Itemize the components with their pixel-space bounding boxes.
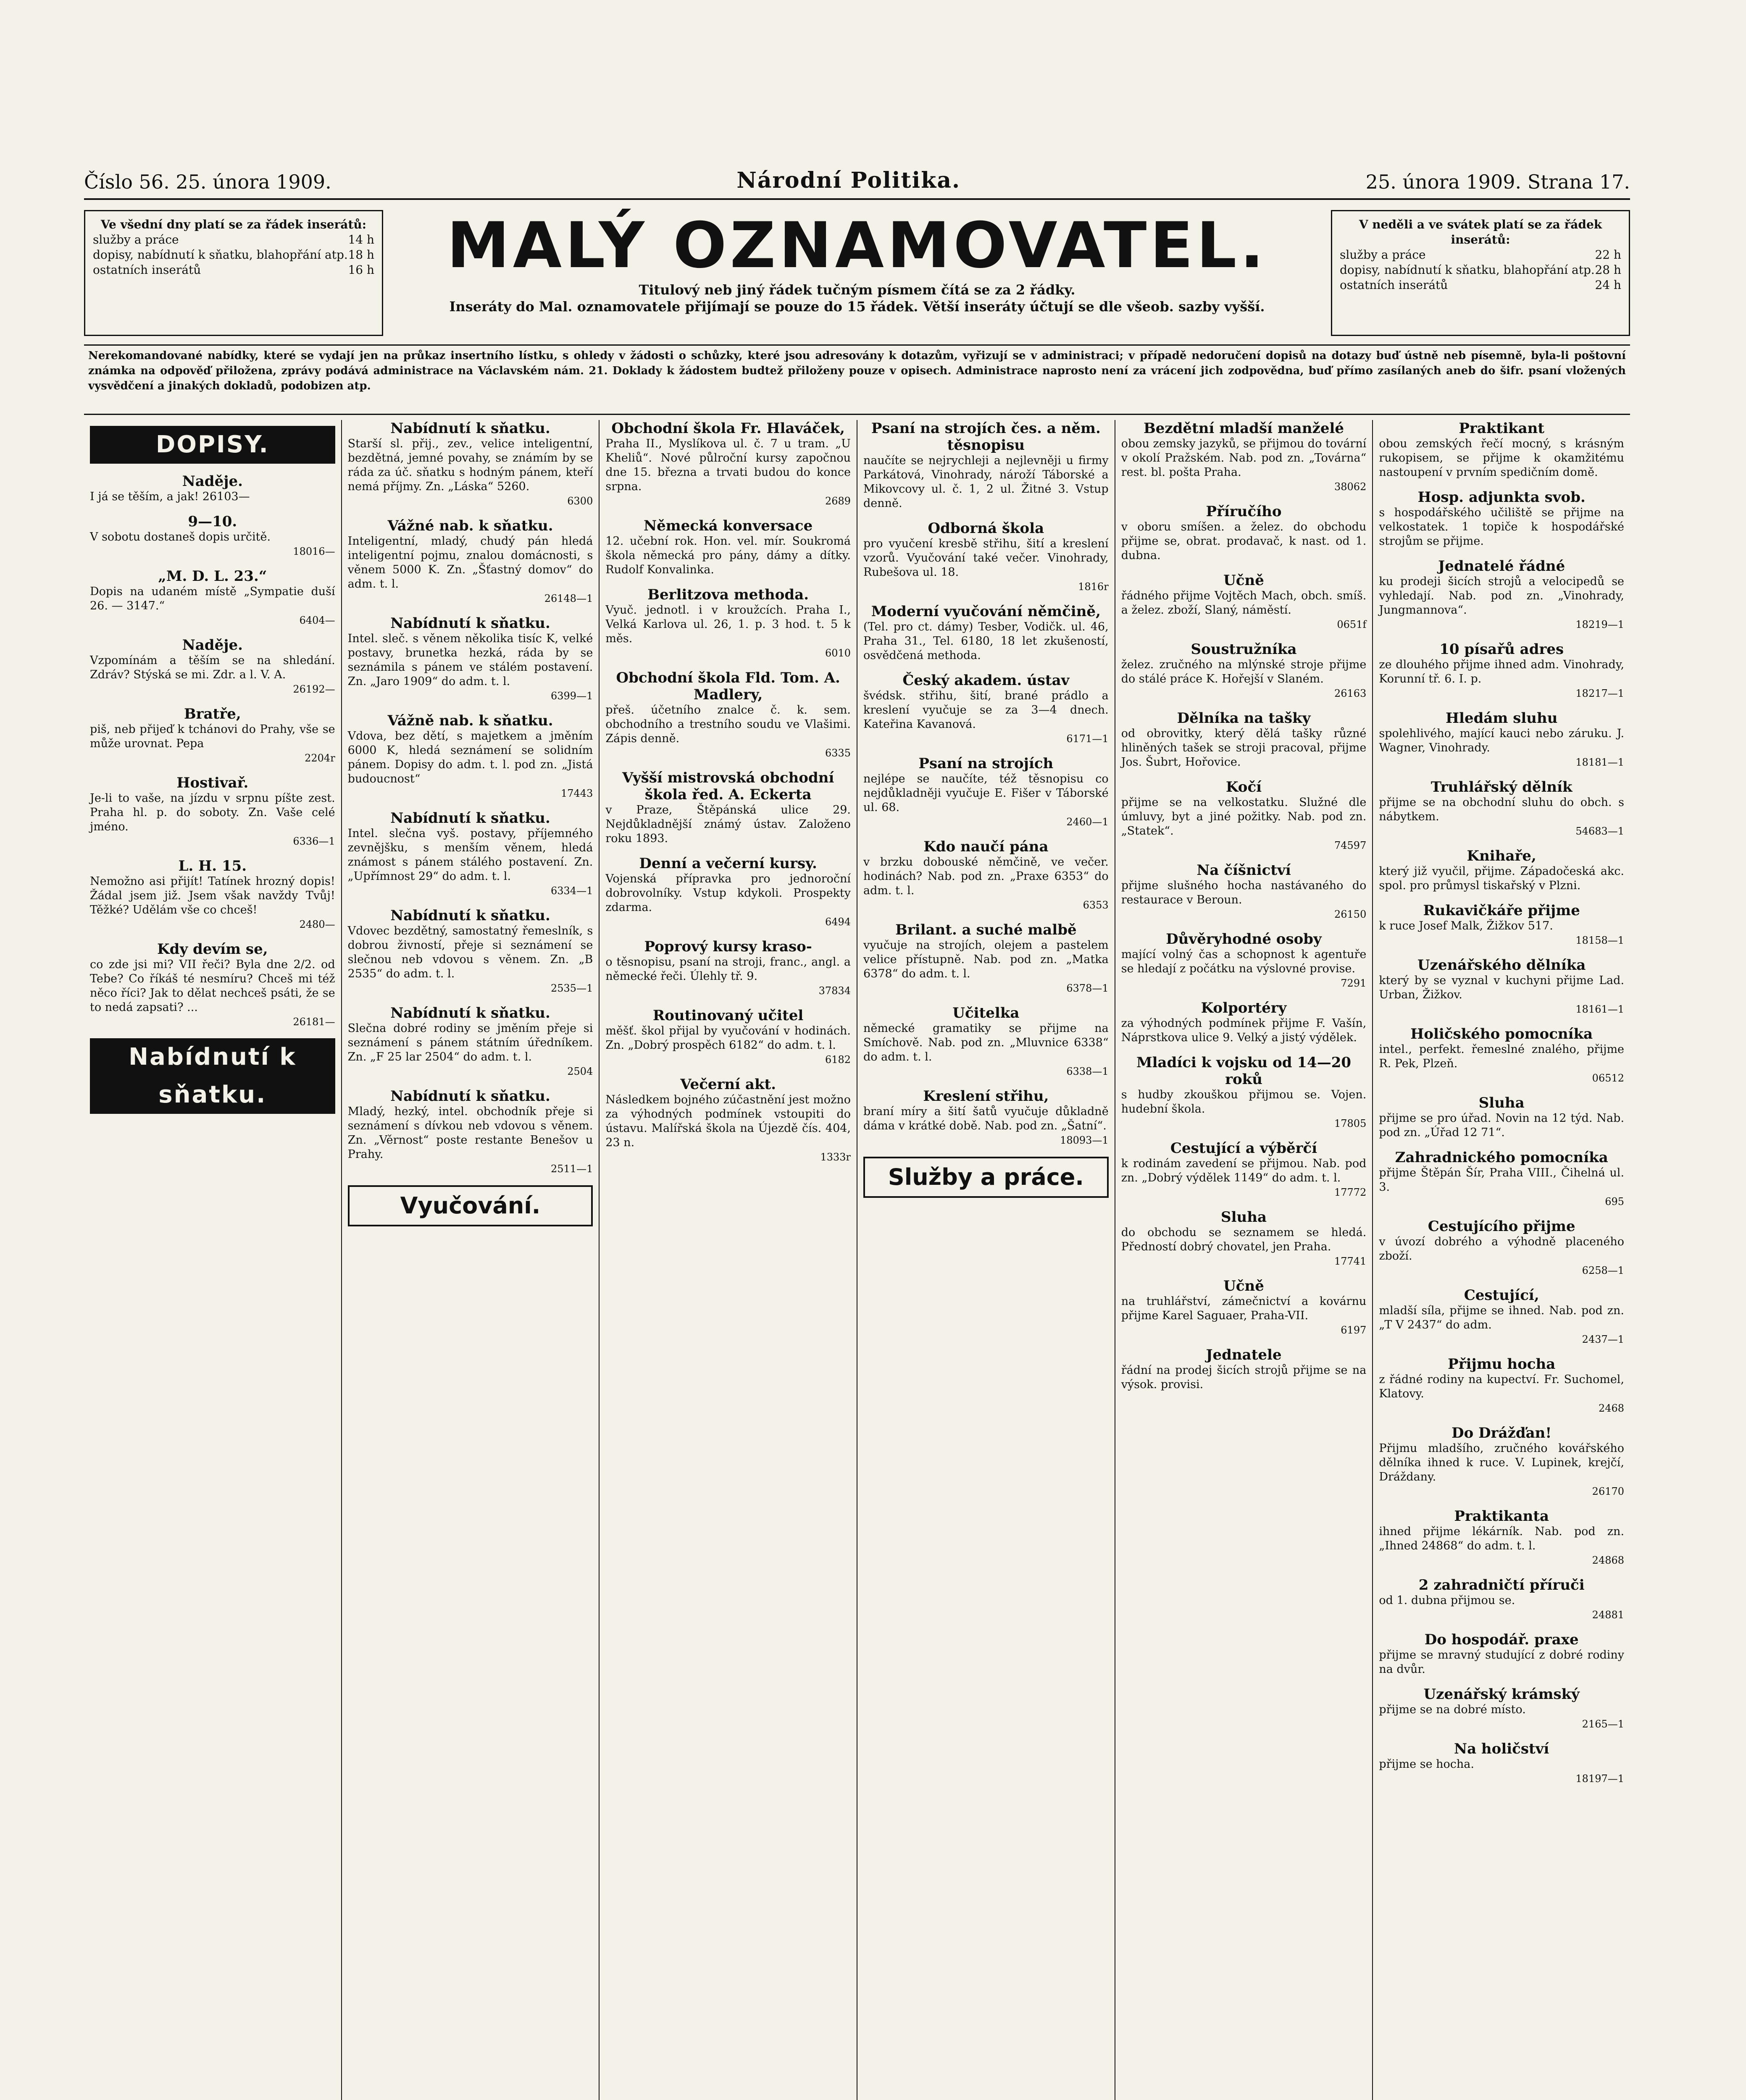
newspaper-title: Národní Politika. [736, 168, 961, 193]
ad-heading: Cestujícího přijme [1428, 1218, 1575, 1235]
classified-ad [1121, 1209, 1367, 1268]
ad-code: 695 [1605, 1196, 1625, 1208]
ad-heading: 10 písařů adres [1439, 641, 1564, 658]
classified-ad [1121, 1347, 1367, 1392]
ad-heading: Jednatelé řádné [1438, 558, 1565, 575]
ad-code: 1816r [1078, 581, 1109, 593]
classified-ad [605, 517, 851, 577]
ad-text: Vdova, bez dětí, s majetkem a jměním 6000 K, hledá seznámení se solidním pánem. Dopisy do adm. t. l. pod zn. „Jistá budoucnost“ [347, 730, 593, 785]
ad-code: 6494 [825, 916, 851, 928]
ad-text: od 1. dubna přijmou se. [1379, 1594, 1515, 1607]
ad-text: obou zemských řečí mocný, s krásným rukopisem, se přijme k okamžitému nastoupení v prvním spedičním domě. [1379, 437, 1625, 479]
classified-ad [1379, 1149, 1624, 1209]
ad-code: 26181— [293, 1016, 335, 1028]
classified-ad [863, 672, 1109, 746]
ad-text: přijme se na dobré místo. [1379, 1703, 1526, 1716]
ad-text: k ruce Josef Malk, Žižkov 517. [1379, 919, 1553, 932]
ad-text: Intel. sleč. s věnem několika tisíc K, velké postavy, brunetka hezká, ráda by se seznámila s pánem ve stálém postavení. Zn. „Jaro 1909“ do adm. t. l. [347, 632, 593, 688]
ad-text: ku prodeji šicích strojů a velocipedů se vyhledají. Nab. pod zn. „Vinohrady, Jungmannova“. [1379, 575, 1625, 617]
ad-text: přijme se mravný studující z dobré rodiny na dvůr. [1379, 1648, 1625, 1676]
ad-text: mladší síla, přijme se ihned. Nab. pod zn. „T V 2437“ do adm. [1379, 1304, 1625, 1331]
classified-ad [348, 420, 593, 508]
ad-code: 6300 [567, 495, 593, 507]
ad-heading: Vážně nab. k sňatku. [387, 712, 553, 729]
classified-ad [1379, 848, 1624, 893]
ad-text: Inteligentní, mladý, chudý pán hledá inteligentní pojmu, znalou domácnosti, s věnem 5000 K. Zn. „Šťastný domov“ do adm. t. l. [347, 535, 593, 591]
ad-text: přijme se na velkostatku. Služné dle úmluvy, byt a jiné požitky. Nab. pod zn. „Statek“. [1121, 796, 1367, 837]
classified-ad [1379, 1508, 1624, 1567]
classified-ad [1121, 779, 1367, 853]
ad-code: 6399—1 [550, 690, 593, 702]
classified-ad [348, 810, 593, 898]
ad-code: 6171—1 [1066, 733, 1109, 745]
ad-heading: Nabídnutí k sňatku. [390, 1088, 550, 1105]
ad-code: 6258—1 [1582, 1265, 1625, 1276]
ad-text: Slečna dobré rodiny se jměním přeje si seznámení s pánem státním úředníkem. Zn. „F 25 lar 2504“ do adm. t. l. [347, 1022, 593, 1063]
ad-heading: Hledám sluhu [1445, 710, 1558, 727]
ad-heading: Kolportéry [1201, 1000, 1287, 1016]
column-5 [1115, 420, 1373, 2100]
ad-code: 18093—1 [1060, 1134, 1109, 1146]
ad-text: želez. zručného na mlýnské stroje přijme do stálé práce K. Hořejší v Slaném. [1121, 658, 1367, 685]
classified-ad [1379, 1026, 1624, 1085]
ad-heading: Učitelka [952, 1005, 1020, 1021]
classified-ad [348, 907, 593, 995]
ad-text: německé gramatiky se přijme na Smíchově. Nab. pod zn. „Mluvnice 6338“ do adm. t. l. [863, 1022, 1109, 1063]
ad-heading: Kreslení střihu, [923, 1088, 1049, 1105]
classified-ad [90, 637, 335, 696]
ad-heading: Příručího [1206, 503, 1282, 520]
ad-code: 24881 [1592, 1609, 1625, 1621]
section-sluzby: Služby a práce. [863, 1157, 1109, 1198]
masthead-center [383, 210, 1331, 336]
classified-ad [605, 938, 851, 998]
ad-heading: Kdo naučí pána [923, 838, 1049, 855]
ad-code: 38062 [1334, 481, 1367, 493]
ad-code: 26150 [1334, 908, 1367, 920]
classified-ad [90, 774, 335, 848]
classified-ad [1121, 572, 1367, 632]
ad-heading: Německá konversace [644, 517, 813, 534]
classified-ad [863, 1088, 1109, 1147]
ad-text: obou zemsky jazyků, se přijmou do tovární v okolí Pražském. Nab. pod zn. „Továrna“ rest. bl. pošta Praha. [1121, 437, 1367, 479]
ad-code: 26192— [293, 683, 335, 695]
rate-row: dopisy, nabídnutí k sňatku, blahopřání atp. 28 h [1340, 263, 1621, 277]
ad-code: 1333r [820, 1151, 851, 1163]
ad-heading: Psaní na strojích [918, 755, 1054, 772]
ad-heading: Do Drážďan! [1451, 1425, 1552, 1441]
ad-text: Vzpomínám a těším se na shledání. Zdráv? Stýská se mi. Zdr. a l. V. A. [90, 654, 335, 681]
classified-ad [863, 520, 1109, 594]
rate-row: dopisy, nabídnutí k sňatku, blahopřání atp. 18 h [93, 248, 374, 262]
section-nabidnuti: Nabídnutí k sňatku. [90, 1038, 335, 1114]
newspaper-page [84, 160, 1630, 2100]
ad-text: (Tel. pro ct. dámy) Tesber, Vodičk. ul. 46, Praha 31., Tel. 6180, 18 let zkušeností, osvědčená methoda. [863, 620, 1109, 662]
classified-ad [605, 586, 851, 660]
classified-ad [90, 706, 335, 765]
ad-heading: Routinovaný učitel [652, 1007, 804, 1024]
ad-text: přijme se na obchodní sluhu do obch. s nábytkem. [1379, 796, 1625, 823]
ad-code: 24868 [1592, 1554, 1625, 1566]
ad-heading: Učně [1223, 572, 1264, 589]
classified-ad [1379, 1218, 1624, 1278]
ad-heading: Nabídnutí k sňatku. [390, 907, 550, 924]
ad-text: Následkem bojného zúčastnění jest možno za výhodných podmínek vstoupiti do ústavu. Malířská škola na Újezdě čís. 404, 23 n. [605, 1093, 851, 1149]
ad-text: Praha II., Myslíkova ul. č. 7 u tram. „U Kheliů“. Nové půlroční kursy započnou dne 15. března a trvati budou do konce srpna. [605, 437, 851, 493]
classified-ad [1121, 1140, 1367, 1200]
ad-code: 17443 [560, 788, 593, 799]
ad-text: spolehlivého, mající kauci nebo záruku. J. Wagner, Vinohrady. [1379, 727, 1625, 754]
ad-text: v úvozí dobrého a výhodně placeného zboží. [1379, 1235, 1625, 1263]
classified-ad [863, 1005, 1109, 1079]
ad-heading: Kdy devím se, [157, 941, 268, 958]
ad-code: 06512 [1592, 1072, 1625, 1084]
ad-code: 18219—1 [1575, 619, 1625, 630]
ad-heading: Soustružníka [1191, 641, 1297, 658]
ad-code: 54683—1 [1575, 825, 1625, 837]
ad-text: naučíte se nejrychleji a nejlevněji u firmy Parkátová, Vinohrady, nároží Táborské a Mikovcovy ul. č. 1, 2 ul. Žitné 3. Vstup denně. [863, 454, 1109, 510]
ad-code: 26170 [1592, 1486, 1625, 1497]
section-title: MALÝ OZNAMOVATEL. [447, 209, 1267, 282]
masthead-subtitle: Titulový neb jiný řádek tučným písmem čítá se za 2 řádky. [639, 282, 1075, 298]
ad-text: braní míry a šití šatů vyučuje důkladně dáma v krátké době. Nab. pod zn. „Šatní“. [863, 1105, 1109, 1132]
page-info: 25. února 1909. Strana 17. [1365, 171, 1630, 193]
ad-code: 18158—1 [1575, 934, 1625, 946]
ad-heading: Cestující a výběrčí [1170, 1140, 1317, 1157]
ad-heading: Uzenářského dělníka [1417, 957, 1586, 974]
ad-text: Vdovec bezdětný, samostatný řemeslník, s dobrou živností, přeje si seznámení se slečnou neb vdovou s věnem. Zn. „B 2535“ do adm. t. l. [347, 924, 593, 980]
ad-heading: Praktikant [1459, 420, 1545, 437]
ad-text: intel., perfekt. řemeslné znalého, přijme R. Pek, Plzeň. [1379, 1043, 1625, 1070]
ad-code: 18197—1 [1575, 1773, 1625, 1785]
classified-ad [90, 568, 335, 627]
ad-code: 17772 [1334, 1186, 1367, 1198]
ad-text: který již vyučil, přijme. Západočeská akc. spol. pro průmysl tiskařský v Plzni. [1379, 865, 1625, 892]
ad-code: 0651f [1337, 619, 1367, 630]
ad-text: k rodinám zavedení se přijmou. Nab. pod zn. „Dobrý výdělek 1149“ do adm. t. l. [1121, 1157, 1367, 1184]
ad-heading: Odborná škola [928, 520, 1044, 537]
ad-heading: Holičského pomocníka [1410, 1026, 1593, 1042]
section-vyucovani: Vyučování. [348, 1185, 593, 1226]
ad-heading: Večerní akt. [680, 1076, 776, 1093]
ad-text: co zde jsi mi? VII řeči? Byla dne 2/2. od Tebe? Co říkáš té nesmíru? Chceš mi též něco říci? Jak to dělat nechceš psáti, že se to nedá zapsati? ... [90, 958, 335, 1014]
ad-text: s hospodářského učiliště se přijme na velkostatek. 1 topiče k hospodářské strojům se přijme. [1379, 506, 1625, 548]
ad-heading: Hostivař. [176, 774, 249, 791]
classified-ad [1379, 1577, 1624, 1622]
ad-heading: Nabídnutí k sňatku. [390, 1005, 550, 1021]
ad-heading: Přijmu hocha [1448, 1356, 1556, 1373]
ad-text: Starší sl. přij., zev., velice inteligentní, bezdětná, jemné povahy, se známím by se ráda za úč. sňatku s hodným pánem, kteří nemá příjmy. Zn. „Láska“ 5260. [347, 437, 593, 493]
ad-text: přijme Štěpán Šír, Praha VIII., Čihelná ul. 3. [1379, 1166, 1625, 1194]
ad-text: Vyuč. jednotl. i v kroužcích. Praha I., Velká Karlova ul. 26, 1. p. 3 hod. t. 5 k měs. [605, 604, 851, 645]
classified-ad [605, 855, 851, 929]
ad-text: Nemožno asi přijít! Tatínek hrozný dopis! Žádal jsem již. Jsem však navždy Tvůj! Těžké? Udělám vše co chceš! [90, 875, 335, 916]
ad-heading: Nabídnutí k sňatku. [390, 810, 550, 827]
ad-heading: Zahradnického pomocníka [1395, 1149, 1608, 1166]
ad-columns [84, 420, 1630, 2100]
classified-ad [1379, 779, 1624, 838]
ad-heading: L. H. 15. [178, 858, 247, 874]
classified-ad [1379, 1686, 1624, 1731]
ad-heading: Sluha [1478, 1095, 1525, 1111]
ad-code: 18161—1 [1575, 1003, 1625, 1015]
classified-ad [1379, 420, 1624, 480]
issue-info: Číslo 56. 25. února 1909. [84, 171, 331, 193]
masthead [84, 210, 1630, 336]
ad-text: 12. učební rok. Hon. vel. mír. Soukromá škola německá pro pány, dámy a dítky. Rudolf Konvalinka. [605, 535, 851, 576]
weekday-rates-title: Ve všední dny platí se za řádek inserátů: [100, 218, 367, 231]
ad-heading: Hosp. adjunkta svob. [1417, 489, 1586, 506]
classified-ad [605, 669, 851, 760]
classified-ad [1379, 902, 1624, 948]
ad-code: 6334—1 [550, 885, 593, 897]
ad-code: 18181—1 [1575, 756, 1625, 768]
ad-text: který by se vyznal v kuchyni přijme Lad. Urban, Žižkov. [1379, 974, 1625, 1001]
ad-heading: Psaní na strojích čes. a něm. těsnopisu [871, 420, 1101, 454]
masthead-subtitle-2: Inseráty do Mal. oznamovatele přijímají se pouze do 15 řádek. Větší inseráty účtují se dle všeob. sazby vyšší. [449, 299, 1265, 315]
ad-text: měšť. škol přijal by vyučování v hodinách. Zn. „Dobrý prospěch 6182“ do adm. t. l. [605, 1024, 851, 1052]
classified-ad [1121, 1054, 1367, 1131]
ad-text: ihned přijme lékárník. Nab. pod zn. „Ihned 24868“ do adm. t. l. [1379, 1525, 1625, 1552]
ad-code: 6197 [1341, 1324, 1367, 1336]
classified-ad [863, 603, 1109, 663]
ad-text: V sobotu dostaneš dopis určitě. [90, 530, 271, 543]
ad-heading: Důvěryhodné osoby [1166, 931, 1322, 948]
ad-code: 2511—1 [550, 1163, 593, 1175]
classified-ad [1121, 420, 1367, 494]
ad-heading: Jednatele [1206, 1347, 1282, 1363]
classified-ad [1121, 710, 1367, 769]
classified-ad [605, 1007, 851, 1067]
ad-text: I já se těším, a jak! 26103— [90, 490, 250, 503]
ad-heading: Dělníka na tašky [1177, 710, 1311, 727]
ad-heading: Denní a večerní kursy. [639, 855, 817, 872]
classified-ad [348, 1088, 593, 1176]
weekday-rates-box [84, 210, 383, 336]
ad-text: přijme se pro úřad. Novin na 12 týd. Nab. pod zn. „Úřad 12 71“. [1379, 1112, 1625, 1139]
classified-ad [1121, 503, 1367, 563]
ad-code: 6336—1 [293, 835, 335, 847]
ad-heading: Na holičství [1454, 1740, 1549, 1757]
ad-text: ze dlouhého přijme ihned adm. Vinohrady, Korunní tř. 6. I. p. [1379, 658, 1625, 685]
ad-heading: Bratře, [184, 706, 241, 722]
ad-text: v oboru smíšen. a želez. do obchodu přijme se, obrat. prodavač, k nast. od 1. dubna. [1121, 520, 1367, 562]
ad-code: 6404— [299, 614, 335, 626]
classified-ad [1121, 641, 1367, 701]
holiday-rates-title: V neděli a ve svátek platí se za řádek inserátů: [1359, 218, 1602, 247]
ad-code: 2204r [305, 752, 335, 764]
classified-ad [863, 755, 1109, 829]
ad-heading: Cestující, [1464, 1287, 1539, 1304]
classified-ad [1121, 862, 1367, 921]
ad-code: 2480— [299, 919, 335, 930]
ad-text: v Praze, Štěpánská ulice 29. Nejdůkladnější známý ústav. Založeno roku 1893. [605, 803, 851, 845]
column-3 [599, 420, 857, 2100]
ad-code: 7291 [1341, 977, 1367, 989]
ad-heading: Brilant. a suché malbě [895, 921, 1077, 938]
ad-heading: Vážné nab. k sňatku. [387, 517, 553, 534]
ad-text: v brzku dobouské němčině, ve večer. hodinách? Nab. pod zn. „Praxe 6353“ do adm. t. l. [863, 856, 1109, 897]
ad-text: mající volný čas a schopnost k agentuře se hledají z počátku na výslovné provise. [1121, 948, 1367, 975]
ad-code: 6335 [825, 747, 851, 759]
ad-code: 26148—1 [544, 593, 593, 604]
ad-text: piš, neb přijeď k tchánovi do Prahy, vše se může urovnat. Pepa [90, 723, 335, 750]
ad-heading: Sluha [1221, 1209, 1267, 1226]
classified-ad [90, 473, 335, 504]
rate-row: ostatních inserátů 24 h [1340, 278, 1621, 292]
ad-code: 2535—1 [550, 982, 593, 994]
column-2 [341, 420, 599, 2100]
column-1 [84, 420, 341, 2100]
ad-code: 6338—1 [1066, 1066, 1109, 1077]
ad-heading: Český akadem. ústav [902, 672, 1070, 689]
column-4 [857, 420, 1115, 2100]
ad-text: za výhodných podmínek přijme F. Vašín, Náprstkova ulice 9. Velký a jistý výdělek. [1121, 1017, 1367, 1044]
ad-code: 2504 [567, 1066, 593, 1077]
ad-text: Dopis na udaném místě „Sympatie duší 26. — 3147.“ [90, 585, 335, 612]
classified-ad [348, 615, 593, 703]
ad-code: 37834 [818, 985, 851, 997]
ad-text: pro vyučení kresbě střihu, šití a kreslení vzorů. Vyučování také večer. Vinohrady, Rubešova ul. 18. [863, 537, 1109, 579]
classified-ad [1379, 1425, 1624, 1499]
ad-code: 6353 [1083, 899, 1109, 911]
ad-text: do obchodu se seznamem se hledá. Předností dobrý chovatel, jen Praha. [1121, 1226, 1367, 1253]
classified-ad [348, 517, 593, 606]
ad-heading: 2 zahradničtí příruči [1418, 1577, 1585, 1593]
ad-heading: Kočí [1225, 779, 1262, 795]
ad-text: nejlépe se naučíte, též těsnopisu co nejdůkladněji vyučuje E. Fišer v Táborské ul. 68. [863, 772, 1109, 814]
ad-text: švédsk. střihu, šití, brané prádlo a kreslení vyučuje se za 3—4 dnech. Kateřina Kavanová. [863, 689, 1109, 731]
ad-heading: Truhlářský dělník [1430, 779, 1572, 795]
ad-heading: Naděje. [182, 473, 243, 490]
classified-ad [1379, 957, 1624, 1016]
classified-ad [605, 1076, 851, 1164]
ad-heading: „M. D. L. 23.“ [158, 568, 267, 585]
ad-heading: Rukavičkáře přijme [1423, 902, 1580, 919]
ad-heading: Nabídnutí k sňatku. [390, 420, 550, 437]
column-6 [1372, 420, 1630, 2100]
ad-heading: Moderní vyučování němčině, [871, 603, 1101, 620]
classified-ad [1379, 1740, 1624, 1786]
classified-ad [1379, 1631, 1624, 1677]
classified-ad [1379, 1287, 1624, 1347]
classified-ad [1379, 1095, 1624, 1140]
classified-ad [1121, 931, 1367, 990]
rate-row: služby a práce 14 h [93, 233, 374, 247]
ad-text: řádného přijme Vojtěch Mach, obch. smíš. a želez. zboží, Slaný, náměstí. [1121, 589, 1367, 617]
classified-ad [348, 1005, 593, 1079]
ad-text: řádní na prodej šicích strojů přijme se na výsok. provisi. [1121, 1364, 1367, 1391]
ad-text: vyučuje na strojích, olejem a pastelem velice přístupně. Nab. pod zn. „Matka 6378“ do adm. t. l. [863, 939, 1109, 980]
ad-text: o těsnopisu, psaní na stroji, franc., angl. a německé řeči. Úlehly tř. 9. [605, 956, 851, 983]
ad-code: 2437—1 [1582, 1334, 1625, 1345]
ad-code: 18217—1 [1575, 688, 1625, 699]
ad-code: 6182 [825, 1054, 851, 1066]
ad-text: přeš. účetního znalce č. k. sem. obchodního a trestního soudu ve Vlašimi. Zápis denně. [605, 704, 851, 745]
ad-heading: Na číšnictví [1196, 862, 1291, 879]
ad-heading: Obchodní škola Fr. Hlaváček, [611, 420, 845, 437]
classified-ad [863, 838, 1109, 912]
ad-heading: Učně [1223, 1278, 1264, 1294]
ad-text: od obrovitky, který dělá tašky různé hliněných tašek se stroji pracoval, přijme Jos. Šubrt, Hořovice. [1121, 727, 1367, 769]
ad-text: přijme slušného hocha nastávaného do restaurace v Beroun. [1121, 879, 1367, 906]
classified-ad [348, 712, 593, 801]
ad-code: 17741 [1334, 1255, 1367, 1267]
classified-ad [605, 769, 851, 846]
classified-ad [1379, 1356, 1624, 1415]
classified-ad [1379, 641, 1624, 701]
ad-text: Mladý, hezký, intel. obchodník přeje si seznámení s dívkou neb vdovou s věnem. Zn. „Věrnost“ poste restante Benešov u Prahy. [347, 1105, 593, 1161]
classified-ad [1379, 489, 1624, 549]
ad-text: na truhlářství, zámečnictví a kovárnu přijme Karel Saguaer, Praha-VII. [1121, 1295, 1367, 1322]
ad-heading: Nabídnutí k sňatku. [390, 615, 550, 632]
classified-ad [863, 921, 1109, 995]
ad-code: 6010 [825, 647, 851, 659]
ad-heading: Poprový kursy kraso- [644, 938, 812, 955]
ad-heading: Uzenářský krámský [1423, 1686, 1580, 1703]
ad-text: s hudby zkouškou přijmou se. Vojen. hudební škola. [1121, 1088, 1367, 1116]
ad-text: přijme se hocha. [1379, 1758, 1474, 1771]
ad-code: 17805 [1334, 1118, 1367, 1129]
classified-ad [90, 941, 335, 1029]
classified-ad [1379, 710, 1624, 769]
ad-heading: Mladíci k vojsku od 14—20 roků [1136, 1054, 1352, 1088]
ad-heading: Berlitzova methoda. [647, 586, 809, 603]
section-dopisy: DOPISY. [90, 426, 335, 464]
classified-ad [90, 858, 335, 932]
ad-heading: Naděje. [182, 637, 243, 654]
ad-heading: Do hospodář. praxe [1424, 1631, 1579, 1648]
ad-code: 18016— [293, 546, 335, 557]
classified-ad [1121, 1278, 1367, 1337]
ad-heading: Knihaře, [1467, 848, 1536, 864]
ad-text: Intel. slečna vyš. postavy, příjemného zevnějšku, s menším věnem, hledá známost s pánem stálého postavení. Zn. „Upřímnost 29“ do adm. t. l. [347, 827, 593, 883]
classified-ad [605, 420, 851, 508]
ad-text: z řádné rodiny na kupectví. Fr. Suchomel, Klatovy. [1379, 1373, 1625, 1400]
ad-heading: Vyšší mistrovská obchodní škola řed. A. Eckerta [622, 769, 834, 803]
ad-text: Je-li to vaše, na jízdu v srpnu píšte zest. Praha hl. p. do soboty. Zn. Vaše celé jméno. [90, 792, 335, 833]
ad-code: 26163 [1334, 688, 1367, 699]
ad-heading: 9—10. [188, 513, 237, 530]
ad-heading: Obchodní škola Fld. Tom. A. Madlery, [616, 669, 840, 703]
ad-heading: Praktikanta [1454, 1508, 1549, 1525]
ad-code: 2468 [1598, 1402, 1625, 1414]
classified-ad [1121, 1000, 1367, 1045]
ad-code: 2460—1 [1066, 816, 1109, 828]
ad-code: 2689 [825, 495, 851, 507]
ad-code: 74597 [1334, 840, 1367, 851]
ad-text: Vojenská přípravka pro jednoroční dobrovolníky. Vstup kdykoli. Prospekty zdarma. [605, 872, 851, 914]
holiday-rates-box [1331, 210, 1630, 336]
ad-text: Přijmu mladšího, zručného kovářského dělníka ihned k ruce. V. Lupinek, krejčí, Dráždany. [1379, 1442, 1625, 1483]
ad-code: 6378—1 [1066, 982, 1109, 994]
classified-ad [1379, 558, 1624, 632]
administration-notice: Nerekomandované nabídky, které se vydají jen na průkaz insertního lístku, s ohledy v žádosti o schůzky, které jsou adresovány k dotazům, vyřizují se v administraci; v případě nedoručení dopisů na dotazy buď ústně neb písemně, byla-li poštovní známka na odpověď přiložena, zprávy podává administrace na Václavském nám. 21. Doklady k žádostem budtež přiloženy pouze v opisech. Administrace naprosto není za vrácení jich zodpovědna, buď přímo zasílaných aneb do šifr. psaní vložených vysvědčení a jinakých dokladů, podobizen atp. [84, 344, 1630, 415]
rate-row: služby a práce 22 h [1340, 248, 1621, 262]
classified-ad [863, 420, 1109, 511]
ad-code: 2165—1 [1582, 1718, 1625, 1730]
classified-ad [90, 513, 335, 559]
page-header [84, 160, 1630, 200]
ad-heading: Bezdětní mladší manželé [1143, 420, 1344, 437]
rate-row: ostatních inserátů 16 h [93, 263, 374, 277]
